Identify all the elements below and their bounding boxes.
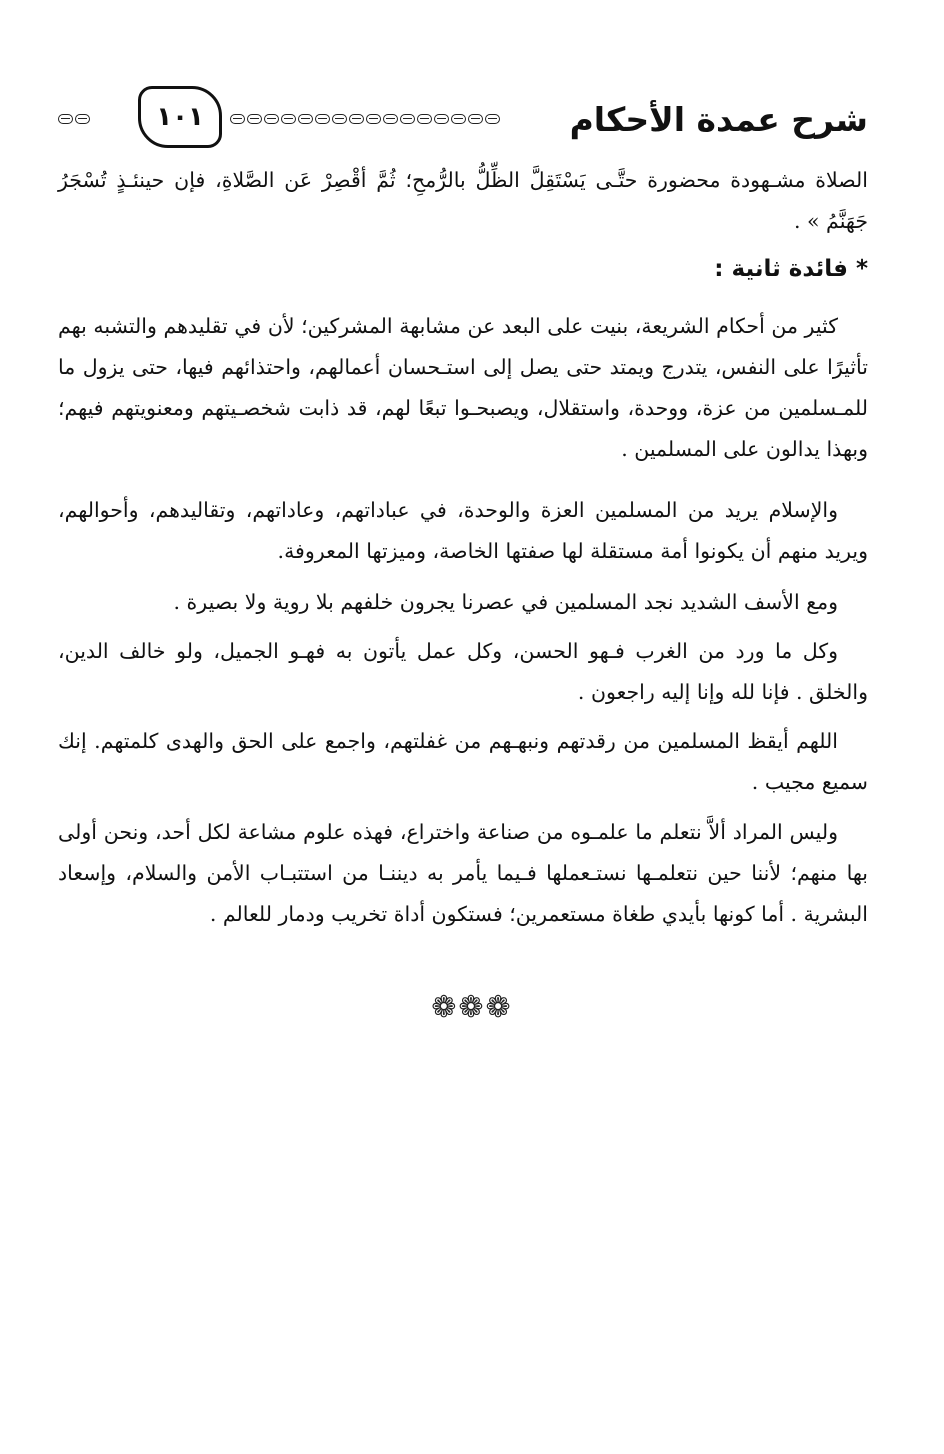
ornament-link-icon [349, 114, 364, 124]
paragraph-text: اللهم أيقظ المسلمين من رقدتهم ونبهـهم من غفلتهم، واجمع على الحق والهدى كلمتهم. إنك سميع مجيب . [58, 729, 868, 794]
hadith-text: الصلاة مشـهودة محضورة حتَّـى يَسْتَقِلَّ الظِّلُّ بالرُّمحِ؛ ثُمَّ أقْصِرْ عَن الصَّلاةِ، فإن حينئـذٍ تُسْجَرُ جَهَنَّمُ » . [58, 168, 868, 233]
paragraph-text: والإسلام يريد من المسلمين العزة والوحدة، في عباداتهم، وعاداتهم، وتقاليدهم، وأحوالهم، ويريد منهم أن يكونوا أمة مستقلة لها صفتها الخاصة، وميزتها المعروفة. [58, 498, 868, 563]
paragraph-text: وليس المراد ألاَّ نتعلم ما علمـوه من صناعة واختراع، فهذه علوم مشاعة لكل أحد، ونحن أولى بها منهم؛ لأننا حين نتعلمـها نستـعملها فـيما يأمر به ديننـا من استتبـاب الأمن والسلام، وإسعاد البشرية . أما كونها بأيدي طغاة مستعمرين؛ فستكون أداة تخريب ودمار للعالم . [58, 820, 868, 926]
ornament-link-icon [451, 114, 466, 124]
ornament-link-icon [366, 114, 381, 124]
paragraph-text: ومع الأسف الشديد نجد المسلمين في عصرنا يجرون خلفهم بلا روية ولا بصيرة . [173, 590, 838, 614]
ornament-link-icon [315, 114, 330, 124]
paragraph-text: كثير من أحكام الشريعة، بنيت على البعد عن مشابهة المشركين؛ لأن في تقليدهم والتشبه بهم تأثيرًا على النفس، يتدرج ويمتد حتى يصل إلى استـحسان أعمالهم، واحتذائهم فيها، حتى يزول ما للمـسلمين من عزة، ووحدة، واستقلال، ويصبحـوا تبعًا لهم، قد ذابت شخصـيتهم ومعنويتهم فيهم؛ وبهذا يدالون على المسلمين . [58, 314, 868, 461]
ornament-link-icon [281, 114, 296, 124]
ornament-link-icon [332, 114, 347, 124]
ornament-link-icon [400, 114, 415, 124]
paragraph-4 [58, 631, 868, 713]
page-number-box [138, 86, 222, 148]
paragraph-5 [58, 721, 868, 803]
paragraph-1 [58, 306, 868, 470]
ornament-link-icon [468, 114, 483, 124]
ornament-link-icon [434, 114, 449, 124]
header-ornament-small [58, 114, 90, 124]
sub-heading: * فائدة ثانية : [714, 256, 868, 282]
page-header [58, 86, 868, 156]
closing-ornament: ❁❁❁ [431, 990, 513, 1025]
paragraph-text: وكل ما ورد من الغرب فـهو الحسن، وكل عمل يأتون به فهـو الجميل، ولو خالف الدين، والخلق . فإنا لله وإنا إليه راجعون . [58, 639, 868, 704]
paragraph-6 [58, 812, 868, 935]
paragraph-3 [58, 582, 868, 623]
ornament-link-icon [383, 114, 398, 124]
ornament-link-icon [230, 114, 245, 124]
ornament-link-icon [417, 114, 432, 124]
book-title: شرح عمدة الأحكام [569, 100, 868, 139]
hadith-tail [58, 160, 868, 242]
ornament-link-icon [75, 114, 90, 124]
page-number: ١٠١ [156, 102, 204, 132]
ornament-link-icon [298, 114, 313, 124]
ornament-link-icon [247, 114, 262, 124]
ornament-link-icon [485, 114, 500, 124]
ornament-link-icon [58, 114, 73, 124]
header-ornament-row [230, 114, 500, 124]
paragraph-2 [58, 490, 868, 572]
ornament-link-icon [264, 114, 279, 124]
